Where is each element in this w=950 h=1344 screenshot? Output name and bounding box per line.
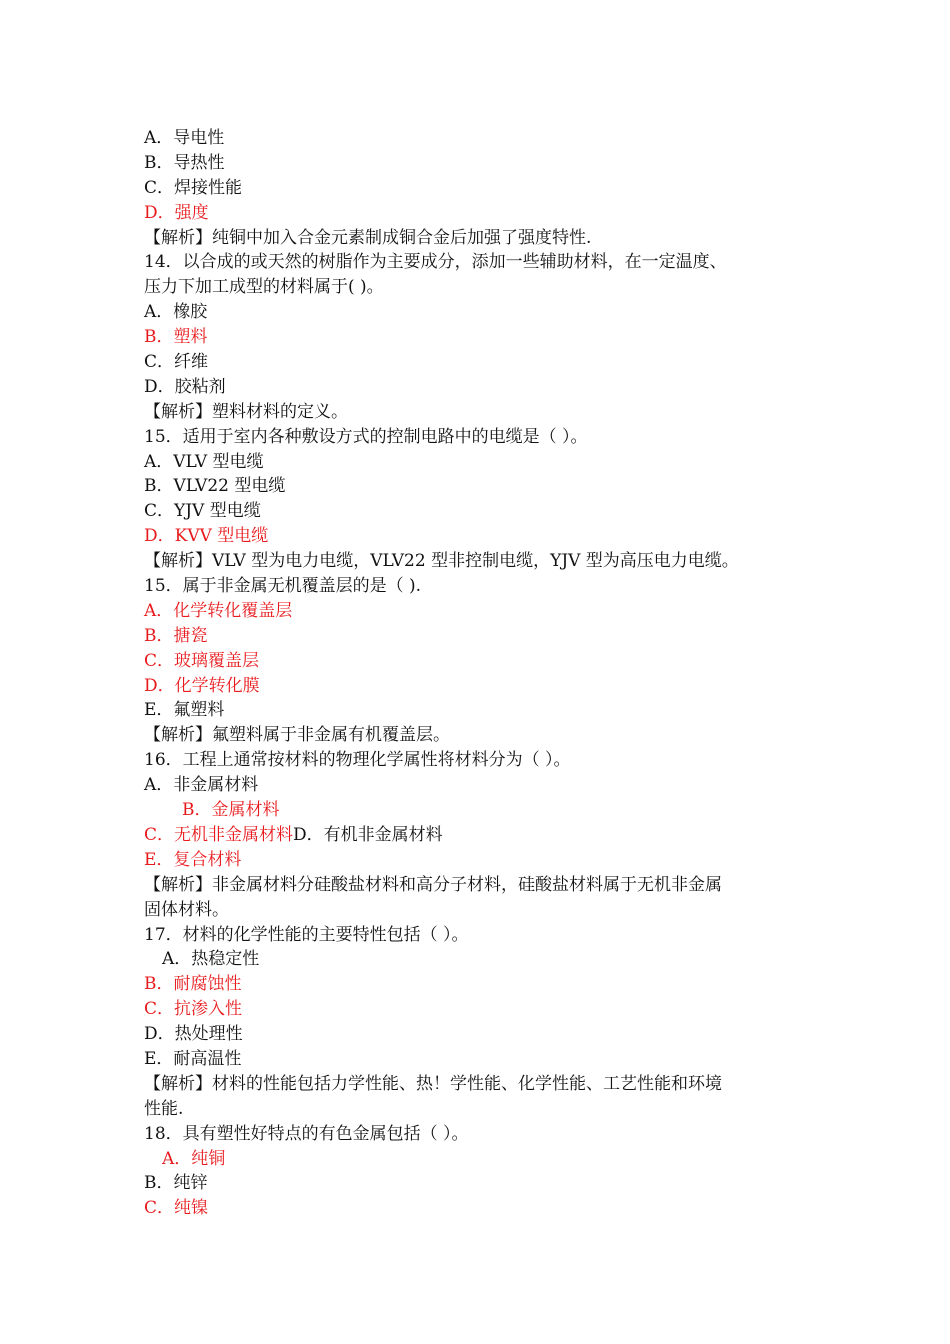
answer-option-line: B．塑料 bbox=[144, 327, 208, 348]
answer-option-line: D．强度 bbox=[144, 202, 209, 223]
answer-option-line: B．耐腐蚀性 bbox=[144, 974, 242, 995]
answer-option-line: C．纯镍 bbox=[144, 1198, 209, 1219]
option-line: B．纯锌 bbox=[144, 1173, 208, 1194]
explanation-line: 【解析】塑料材料的定义。 bbox=[144, 401, 348, 422]
option-line: A．导电性 bbox=[144, 128, 225, 148]
question-line: 16．工程上通常按材料的物理化学属性将材料分为（ ）。 bbox=[144, 750, 571, 771]
option-line: A．非金属材料 bbox=[144, 775, 259, 796]
option-line: C．YJV 型电缆 bbox=[144, 501, 261, 522]
question-line: 15．属于非金属无机覆盖层的是（ ). bbox=[144, 576, 422, 597]
question-line: 15．适用于室内各种敷设方式的控制电路中的电缆是（ ）。 bbox=[144, 426, 588, 447]
explanation-line: 【解析】纯铜中加入合金元素制成铜合金后加强了强度特性. bbox=[144, 227, 592, 248]
answer-option-line: C．玻璃覆盖层 bbox=[144, 650, 260, 671]
answer-option-line: D．KVV 型电缆 bbox=[144, 526, 269, 547]
option-line: D．胶粘剂 bbox=[144, 376, 226, 397]
answer-option-line: E．复合材料 bbox=[144, 849, 242, 870]
document-body bbox=[144, 126, 824, 1221]
explanation-line: 固体材料。 bbox=[144, 899, 229, 920]
explanation-line: 【解析】氟塑料属于非金属有机覆盖层。 bbox=[144, 725, 450, 746]
answer-option-line: A．纯铜 bbox=[162, 1148, 226, 1169]
answer-option-line: B．搪瓷 bbox=[144, 625, 208, 646]
answer-option-line: D．化学转化膜 bbox=[144, 675, 260, 696]
question-line: 14．以合成的或天然的树脂作为主要成分，添加一些辅助材料，在一定温度、 bbox=[144, 252, 727, 273]
option-line: B．导热性 bbox=[144, 152, 225, 173]
option-line: E．耐高温性 bbox=[144, 1048, 242, 1069]
question-line: 18．具有塑性好特点的有色金属包括（ ）。 bbox=[144, 1123, 469, 1144]
question-line: 17．材料的化学性能的主要特性包括（ ）。 bbox=[144, 924, 469, 945]
option-line: A．热稳定性 bbox=[162, 949, 260, 970]
option-line: E．氟塑料 bbox=[144, 700, 225, 721]
answer-option-line: B．金属材料 bbox=[182, 800, 280, 821]
option-line: D．热处理性 bbox=[144, 1024, 243, 1045]
answer-option-line: C．抗渗入性 bbox=[144, 999, 243, 1020]
explanation-line: 【解析】VLV 型为电力电缆，VLV22 型非控制电缆，YJV 型为高压电力电缆。 bbox=[144, 551, 739, 572]
explanation-line: 性能. bbox=[144, 1098, 184, 1119]
option-line: A．VLV 型电缆 bbox=[144, 451, 264, 472]
option-line: C．纤维 bbox=[144, 352, 209, 373]
option-pair-line bbox=[144, 823, 824, 848]
question-line: 压力下加工成型的材料属于( )。 bbox=[144, 277, 384, 298]
option-line: A．橡胶 bbox=[144, 302, 208, 323]
answer-option-line: A．化学转化覆盖层 bbox=[144, 600, 293, 621]
answer-option-text: C．无机非金属材料 bbox=[144, 824, 294, 845]
option-line: C．焊接性能 bbox=[144, 177, 243, 198]
explanation-line: 【解析】非金属材料分硅酸盐材料和高分子材料，硅酸盐材料属于无机非金属 bbox=[144, 874, 722, 895]
explanation-line: 【解析】材料的性能包括力学性能、热！学性能、化学性能、工艺性能和环境 bbox=[144, 1073, 722, 1094]
option-line: B．VLV22 型电缆 bbox=[144, 476, 286, 497]
option-text: D．有机非金属材料 bbox=[293, 824, 443, 845]
